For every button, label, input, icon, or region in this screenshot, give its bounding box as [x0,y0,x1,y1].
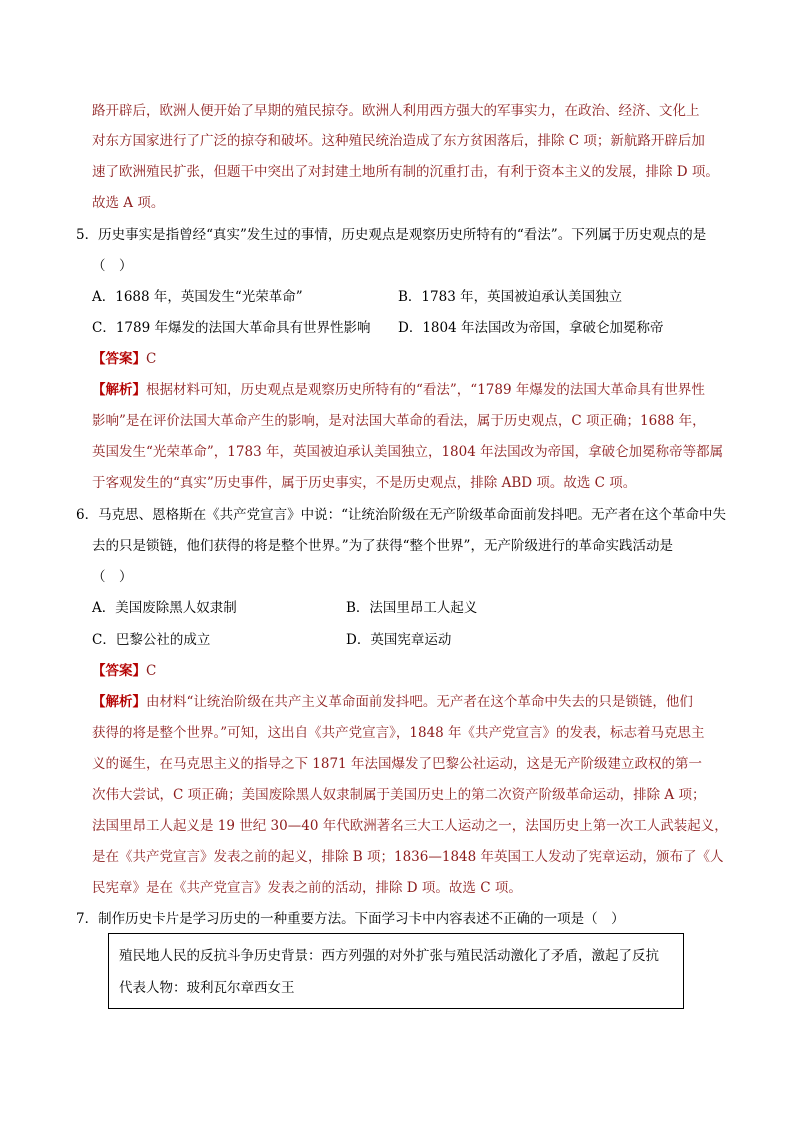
q6-analysis-line-6: 是在《共产党宣言》发表之前的起义，排除 B 项；1836—1848 年英国工人发动了宪章运动，颁布了《人 [92,849,724,865]
q5-analysis-line-1 [92,380,705,400]
q6-analysis-line-5: 法国里昂工人起义是 19 世纪 30—40 年代欧洲著名三大工人运动之一，法国历史上第一次工人武装起义， [92,818,728,834]
q5-stem: 5．历史事实是指曾经“真实”发生过的事情，历史观点是观察历史所特有的“看法”。下列属于历史观点的是 [76,227,707,243]
q6-analysis-line-1 [92,692,693,712]
q6-option-c: C．巴黎公社的成立 [92,632,211,648]
analysis-text: 由材料“让统治阶级在共产主义革命面前发抖吧。无产者在这个革命中失去的只是锁链，他们 [146,694,693,710]
q6-stem-line-2: 去的只是锁链，他们获得的将是整个世界。”为了获得“整个世界”，无产阶级进行的革命实践活动是 [92,538,673,554]
q5-option-a: A．1688 年，英国发生“光荣革命” [92,289,303,305]
q5-paren: （ ） [92,258,133,274]
q6-analysis-line-4: 次伟大尝试，C 项正确；美国废除黑人奴隶制属于美国历史上的第二次资产阶级革命运动，排除 A 项； [92,787,706,803]
q6-paren: （ ） [92,569,133,585]
analysis-tag: 【解析】 [92,694,146,710]
q5-analysis-line-3: 英国发生“光荣革命”，1783 年，英国被迫承认美国独立，1804 年法国改为帝国，拿破仑加冕称帝等都属 [92,444,724,460]
q5-option-d: D．1804 年法国改为帝国，拿破仑加冕称帝 [398,320,664,336]
intro-analysis-line-4: 故选 A 项。 [92,195,165,211]
q5-option-b: B．1783 年，英国被迫承认美国独立 [398,289,623,305]
q6-analysis-line-3: 义的诞生，在马克思主义的指导之下 1871 年法国爆发了巴黎公社运动，这是无产阶级建立政权的第一 [92,756,702,772]
analysis-text: 根据材料可知，历史观点是观察历史所特有的“看法”，“1789 年爆发的法国大革命具有世界性 [146,382,705,398]
q6-option-a: A．美国废除黑人奴隶制 [92,600,237,616]
q5-answer [92,349,156,369]
answer-value: C [146,351,157,367]
q7-stem: 7．制作历史卡片是学习历史的一种重要方法。下面学习卡中内容表述不正确的一项是（ ） [76,911,625,927]
q5-option-c: C．1789 年爆发的法国大革命具有世界性影响 [92,320,371,336]
q6-stem-line-1: 6．马克思、恩格斯在《共产党宣言》中说：“让统治阶级在无产阶级革命面前发抖吧。无产者在这个革命中失 [76,507,726,523]
q5-analysis-line-4: 于客观发生的“真实”历史事件，属于历史事实，不是历史观点，排除 ABD 项。故选 C 项。 [92,475,637,491]
answer-value: C [146,663,157,679]
intro-analysis-line-3: 速了欧洲殖民扩张，但题干中突出了对封建土地所有制的沉重打击，有利于资本主义的发展，排除 D 项。 [92,164,719,180]
q6-option-b: B．法国里昂工人起义 [346,600,478,616]
intro-analysis-line-1: 路开辟后，欧洲人便开始了早期的殖民掠夺。欧洲人利用西方强大的军事实力，在政治、经济、文化上 [92,103,700,119]
answer-tag: 【答案】 [92,351,146,367]
q6-analysis-line-7: 民宪章》是在《共产党宣言》发表之前的活动，排除 D 项。故选 C 项。 [92,880,522,896]
card-line-2: 代表人物：玻利瓦尔章西女王 [119,980,295,996]
q6-option-d: D．英国宪章运动 [346,632,452,648]
q5-analysis-line-2: 影响”是在评价法国大革命产生的影响，是对法国大革命的看法，属于历史观点，C 项正确；1688 年， [92,413,706,429]
intro-analysis-line-2: 对东方国家进行了广泛的掠夺和破坏。这种殖民统治造成了东方贫困落后，排除 C 项；新航路开辟后加 [92,133,705,149]
history-card [108,933,684,1009]
card-line-1: 殖民地人民的反抗斗争历史背景：西方列强的对外扩张与殖民活动激化了矛盾，激起了反抗 [119,948,659,964]
answer-tag: 【答案】 [92,663,146,679]
q6-analysis-line-2: 获得的将是整个世界。”可知，这出自《共产党宣言》，1848 年《共产党宣言》的发表，标志着马克思主 [92,725,705,741]
q6-answer [92,661,156,681]
analysis-tag: 【解析】 [92,382,146,398]
